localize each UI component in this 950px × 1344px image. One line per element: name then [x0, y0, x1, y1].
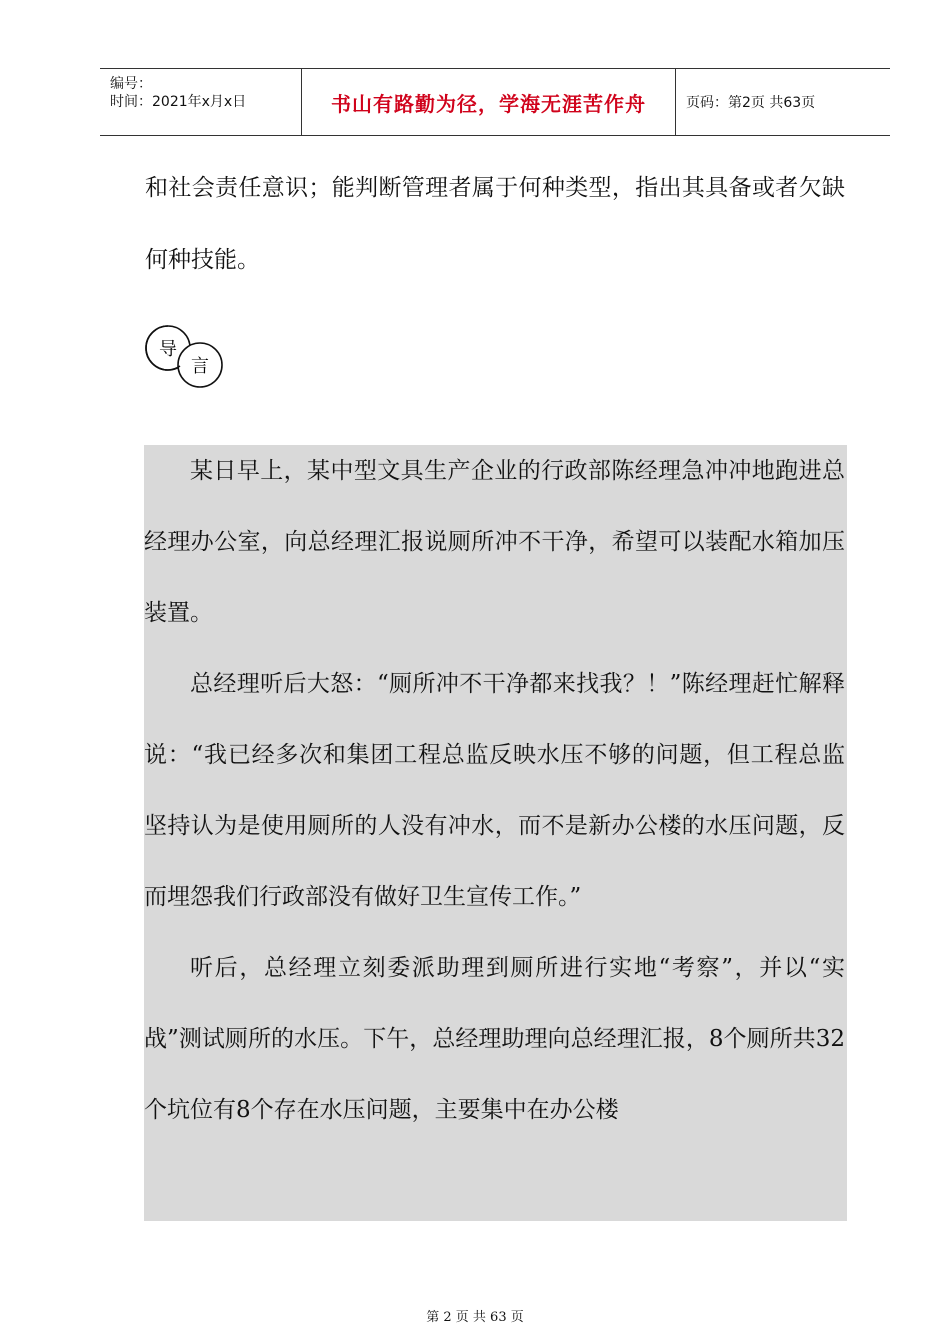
section-introduction-icon	[140, 320, 230, 394]
icon-char-top: 导	[159, 339, 177, 360]
header-motto-cell	[302, 69, 676, 135]
header-meta	[100, 69, 302, 135]
page-info-text: 页码：第2页 共63页	[686, 95, 816, 111]
header-page-info	[676, 69, 890, 135]
icon-char-bottom: 言	[191, 356, 209, 377]
page-footer: 第 2 页 共 63 页	[426, 1310, 524, 1325]
case-paragraph: 总经理听后大怒：“厕所冲不干净都来找我？！”陈经理赶忙解释说：“我已经多次和集团工程总监反映水压不够的问题，但工程总监坚持认为是使用厕所的人没有冲水，而不是新办公楼的水压问题，反而埋怨我们行政部没有做好卫生宣传工作。”	[144, 671, 845, 910]
time-label: 时间：2021年x月x日	[110, 94, 247, 110]
number-label: 编号：	[110, 76, 152, 92]
case-paragraph: 某日早上，某中型文具生产企业的行政部陈经理急冲冲地跑进总经理办公室，向总经理汇报说厕所冲不干净，希望可以装配水箱加压装置。	[144, 458, 845, 626]
intro-paragraph: 和社会责任意识；能判断管理者属于何种类型，指出其具备或者欠缺何种技能。	[145, 175, 845, 273]
case-study-box	[144, 445, 847, 1221]
page-header	[100, 68, 890, 136]
motto-text: 书山有路勤为径，学海无涯苦作舟	[331, 91, 646, 116]
case-paragraph: 听后，总经理立刻委派助理到厕所进行实地“考察”，并以“实战”测试厕所的水压。下午，总经理助理向总经理汇报，8个厕所共32个坑位有8个存在水压问题，主要集中在办公楼	[144, 955, 845, 1123]
